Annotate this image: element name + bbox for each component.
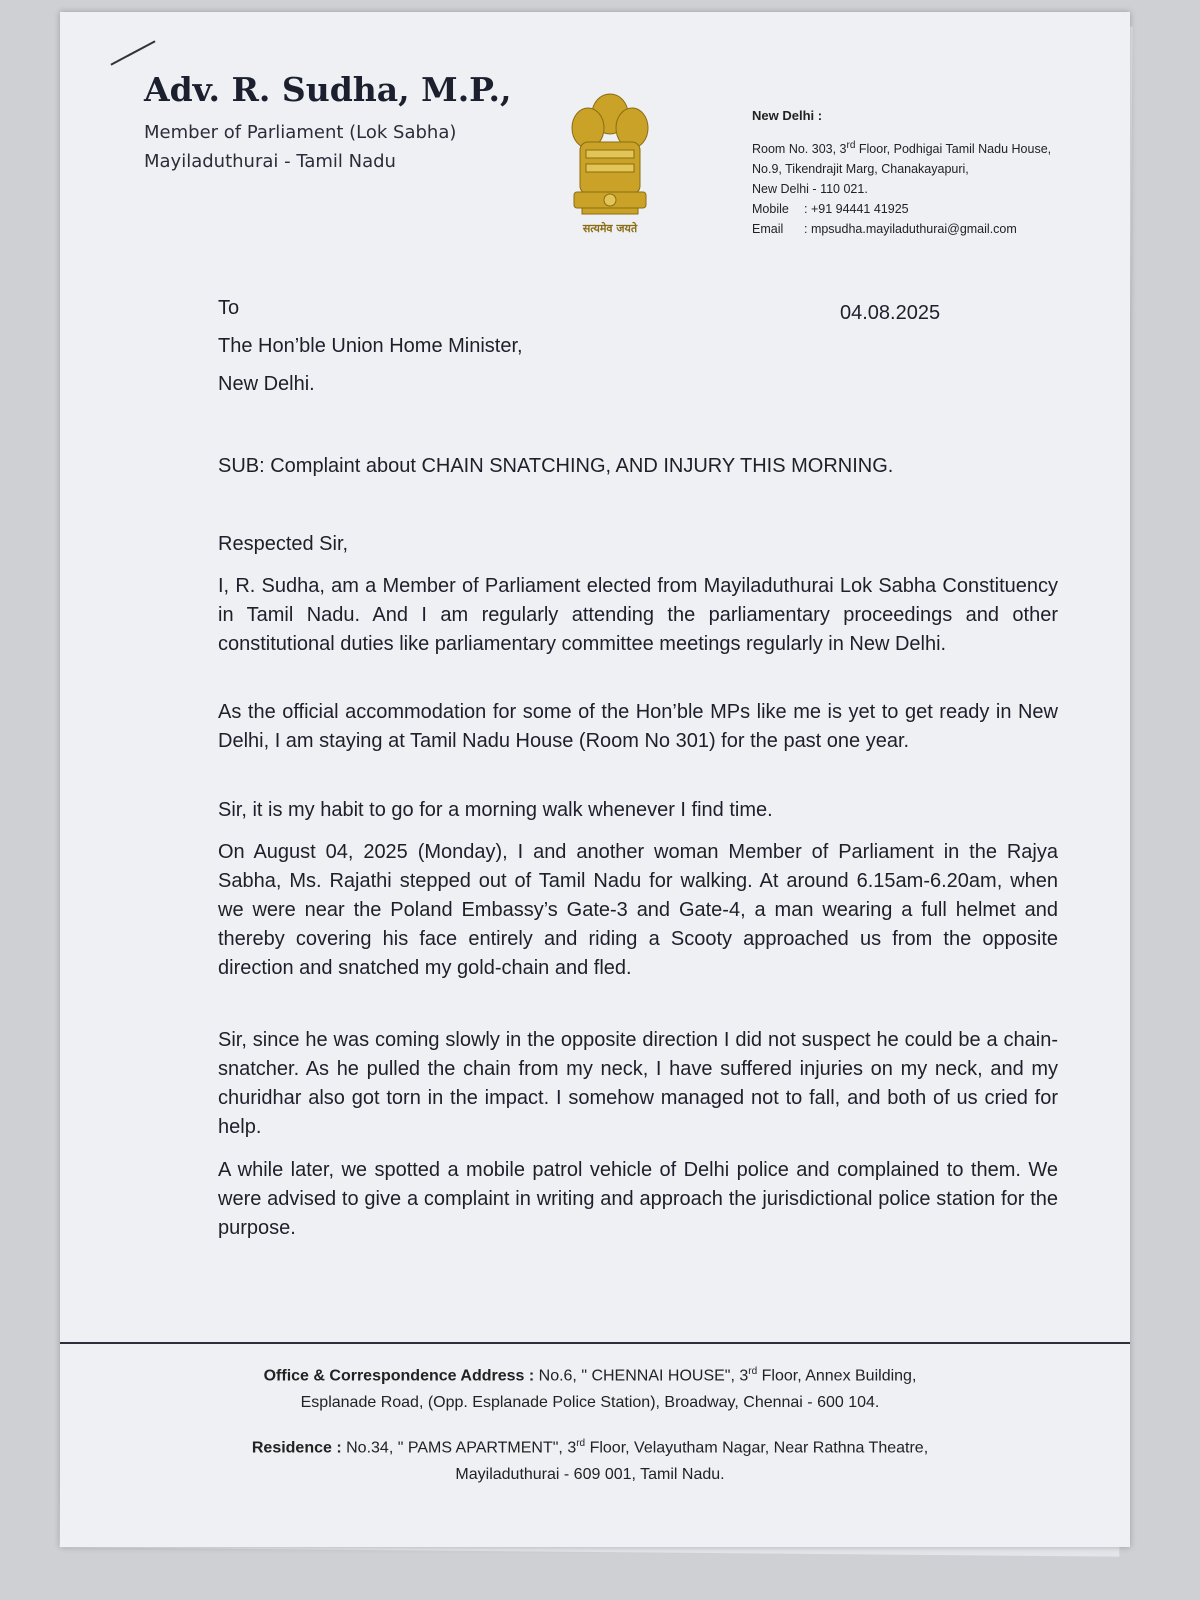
paragraph-1: I, R. Sudha, am a Member of Parliament elected from Mayiladuthurai Lok Sabha Constituency in Tamil Nadu. And I am regularly attending the parliamentary proceedings and other constitutional duties like parliamentary committee meetings regularly in New Delhi.: [218, 575, 1058, 655]
paragraph-6: A while later, we spotted a mobile patrol vehicle of Delhi police and complained to them. We were advised to give a complaint in writing and approach the jurisdictional police station for the purpose.: [218, 1159, 1058, 1239]
recipient-name: The Hon’ble Union Home Minister,: [218, 335, 523, 357]
letter-page: [60, 12, 1130, 1547]
residence-address-line2: Mayiladuthurai - 609 001, Tamil Nadu.: [455, 1466, 725, 1484]
paragraph-2: As the official accommodation for some of the Hon’ble MPs like me is yet to get ready in New Delhi, I am staying at Tamil Nadu House (Room No 301) for the past one year.: [218, 701, 1058, 752]
delhi-mobile: Mobile : +91 94441 41925: [752, 202, 909, 217]
office-address-line2: Esplanade Road, (Opp. Esplanade Police Station), Broadway, Chennai - 600 104.: [300, 1394, 880, 1412]
paragraph-4: On August 04, 2025 (Monday), I and another woman Member of Parliament in the Rajya Sabha, Ms. Rajathi stepped out of Tamil Nadu for walking. At around 6.15am-6.20am, when we were near the Poland Embassy’s Gate-3 and Gate-4, a man wearing a full helmet and thereby covering his face entirely and riding a Scooty approached us from the opposite direction and snatched my gold-chain and fled.: [218, 841, 1058, 979]
letterhead-constituency: Mayiladuthurai - Tamil Nadu: [144, 151, 396, 172]
recipient-city: New Delhi.: [218, 373, 315, 395]
delhi-line3: New Delhi - 110 021.: [752, 182, 868, 197]
letterhead-name: Adv. R. Sudha, M.P.,: [144, 70, 512, 109]
delhi-email: Email : mpsudha.mayiladuthurai@gmail.com: [752, 222, 1017, 237]
letter-salutation: Respected Sir,: [218, 533, 349, 555]
footer-divider: [60, 1342, 1130, 1344]
pen-tick-mark: [110, 40, 155, 65]
paragraph-3: Sir, it is my habit to go for a morning walk whenever I find time.: [218, 799, 773, 821]
letterhead-designation: Member of Parliament (Lok Sabha): [144, 122, 457, 143]
paragraph-5: Sir, since he was coming slowly in the opposite direction I did not suspect he could be a chain-snatcher. As he pulled the chain from my neck, I have suffered injuries on my neck, and my churidhar also got torn in the impact. I somehow managed not to fall, and both of us cried for help.: [218, 1029, 1058, 1138]
letter-date: 04.08.2025: [840, 302, 941, 324]
office-address: Office & Correspondence Address : No.6, " CHENNAI HOUSE", 3rd Floor, Annex Building, Esplanade Road, (Opp. Esplanade Police Station), Broadway, Chennai - 600 104.: [140, 1358, 1040, 1416]
delhi-line1: Room No. 303, 3rd Floor, Podhigai Tamil Nadu House,: [752, 140, 1052, 157]
residence-address: Residence : No.34, " PAMS APARTMENT", 3rd Floor, Velayutham Nagar, Near Rathna Theatre, Mayiladuthurai - 609 001, Tamil Nadu.: [140, 1430, 1040, 1488]
emblem-motto: सत्यमेव जयते: [582, 222, 638, 235]
delhi-line2: No.9, Tikendrajit Marg, Chanakayapuri,: [752, 162, 969, 177]
national-emblem-icon: [562, 84, 658, 244]
letter-subject: SUB: Complaint about CHAIN SNATCHING, AND INJURY THIS MORNING.: [218, 455, 894, 477]
delhi-heading: New Delhi :: [752, 108, 823, 123]
delhi-address-block: [752, 106, 1092, 239]
letter-to: To: [218, 297, 240, 319]
